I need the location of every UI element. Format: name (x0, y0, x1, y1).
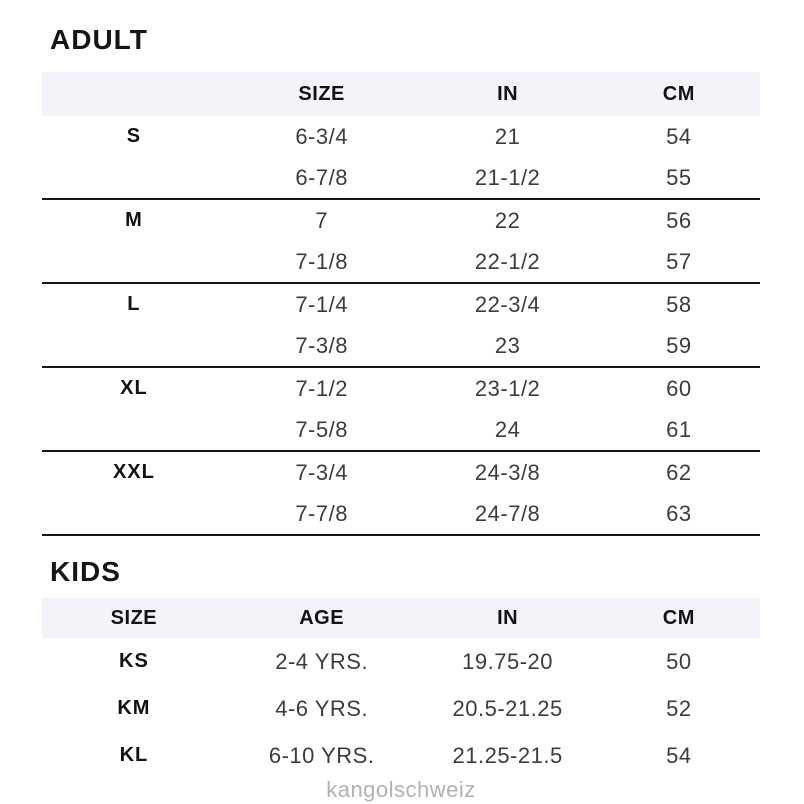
table-row (42, 200, 760, 241)
table-row (42, 157, 760, 198)
kids-size-table (42, 598, 760, 779)
age-value: 6-10 YRS. (268, 742, 375, 768)
inches-value: 21 (494, 123, 521, 149)
cm-value: 59 (666, 332, 692, 358)
table-row (42, 409, 760, 450)
cm-value: 62 (666, 459, 692, 485)
cm-value: 52 (666, 695, 692, 721)
hat-size-value: 7-3/4 (295, 459, 348, 485)
hat-size-value: 6-7/8 (295, 164, 348, 190)
table-row (42, 638, 760, 685)
adult-section-title: ADULT (50, 24, 148, 55)
kids-header-cm: CM (662, 606, 695, 629)
inches-value: 23 (494, 332, 521, 358)
cm-value: 61 (666, 416, 692, 442)
size-label: KS (119, 650, 149, 672)
watermark-text: kangolschweiz (326, 777, 476, 802)
size-label: KM (117, 697, 151, 719)
hat-size-value: 7-1/8 (295, 248, 348, 274)
table-row (42, 325, 760, 366)
table-row (42, 493, 760, 534)
cm-value: 63 (666, 500, 692, 526)
adult-size-table (42, 72, 760, 536)
cm-value: 50 (666, 648, 692, 674)
table-row (42, 368, 760, 409)
size-label: L (127, 293, 141, 315)
table-row (42, 685, 760, 732)
kids-section-title: KIDS (50, 556, 121, 587)
table-row (42, 284, 760, 325)
adult-size-group-s (42, 116, 760, 200)
size-label: M (125, 209, 143, 231)
hat-size-value: 7 (315, 207, 329, 233)
inches-value: 23-1/2 (474, 375, 541, 401)
inches-value: 21-1/2 (474, 164, 541, 190)
cm-value: 54 (666, 742, 692, 768)
adult-header-cm: CM (662, 82, 695, 105)
table-row (42, 452, 760, 493)
adult-size-group-xxl (42, 452, 760, 536)
hat-size-value: 7-3/8 (295, 332, 348, 358)
cm-value: 55 (666, 164, 692, 190)
inches-value: 20.5-21.25 (452, 695, 563, 721)
hat-size-value: 7-1/4 (295, 291, 348, 317)
cm-value: 54 (666, 123, 692, 149)
cm-value: 56 (666, 207, 692, 233)
kids-header-in: IN (497, 606, 519, 629)
table-row (42, 116, 760, 157)
inches-value: 22-1/2 (474, 248, 541, 274)
size-label: XXL (112, 461, 155, 483)
inches-value: 19.75-20 (462, 648, 554, 674)
kids-header-size: SIZE (110, 606, 158, 629)
adult-size-group-l (42, 284, 760, 368)
size-label: KL (119, 744, 149, 766)
adult-size-group-m (42, 200, 760, 284)
cm-value: 60 (666, 375, 692, 401)
table-row (42, 732, 760, 779)
hat-size-value: 7-5/8 (295, 416, 348, 442)
hat-size-value: 7-1/2 (295, 375, 348, 401)
table-row (42, 241, 760, 282)
age-value: 4-6 YRS. (275, 695, 369, 721)
inches-value: 22 (494, 207, 521, 233)
inches-value: 21.25-21.5 (452, 742, 563, 768)
hat-size-value: 6-3/4 (295, 123, 348, 149)
adult-header-in: IN (497, 82, 519, 105)
inches-value: 24-7/8 (474, 500, 541, 526)
inches-value: 24 (494, 416, 521, 442)
cm-value: 57 (666, 248, 692, 274)
adult-header-size: SIZE (298, 82, 345, 105)
inches-value: 24-3/8 (474, 459, 541, 485)
kids-table-header-row (42, 598, 760, 638)
age-value: 2-4 YRS. (275, 648, 369, 674)
hat-size-value: 7-7/8 (295, 500, 348, 526)
kids-header-age: AGE (299, 606, 345, 629)
adult-size-group-xl (42, 368, 760, 452)
size-chart-container (42, 0, 760, 803)
cm-value: 58 (666, 291, 692, 317)
size-label: S (126, 125, 142, 147)
inches-value: 22-3/4 (474, 291, 541, 317)
adult-table-header-row (42, 72, 760, 116)
size-label: XL (120, 377, 148, 399)
